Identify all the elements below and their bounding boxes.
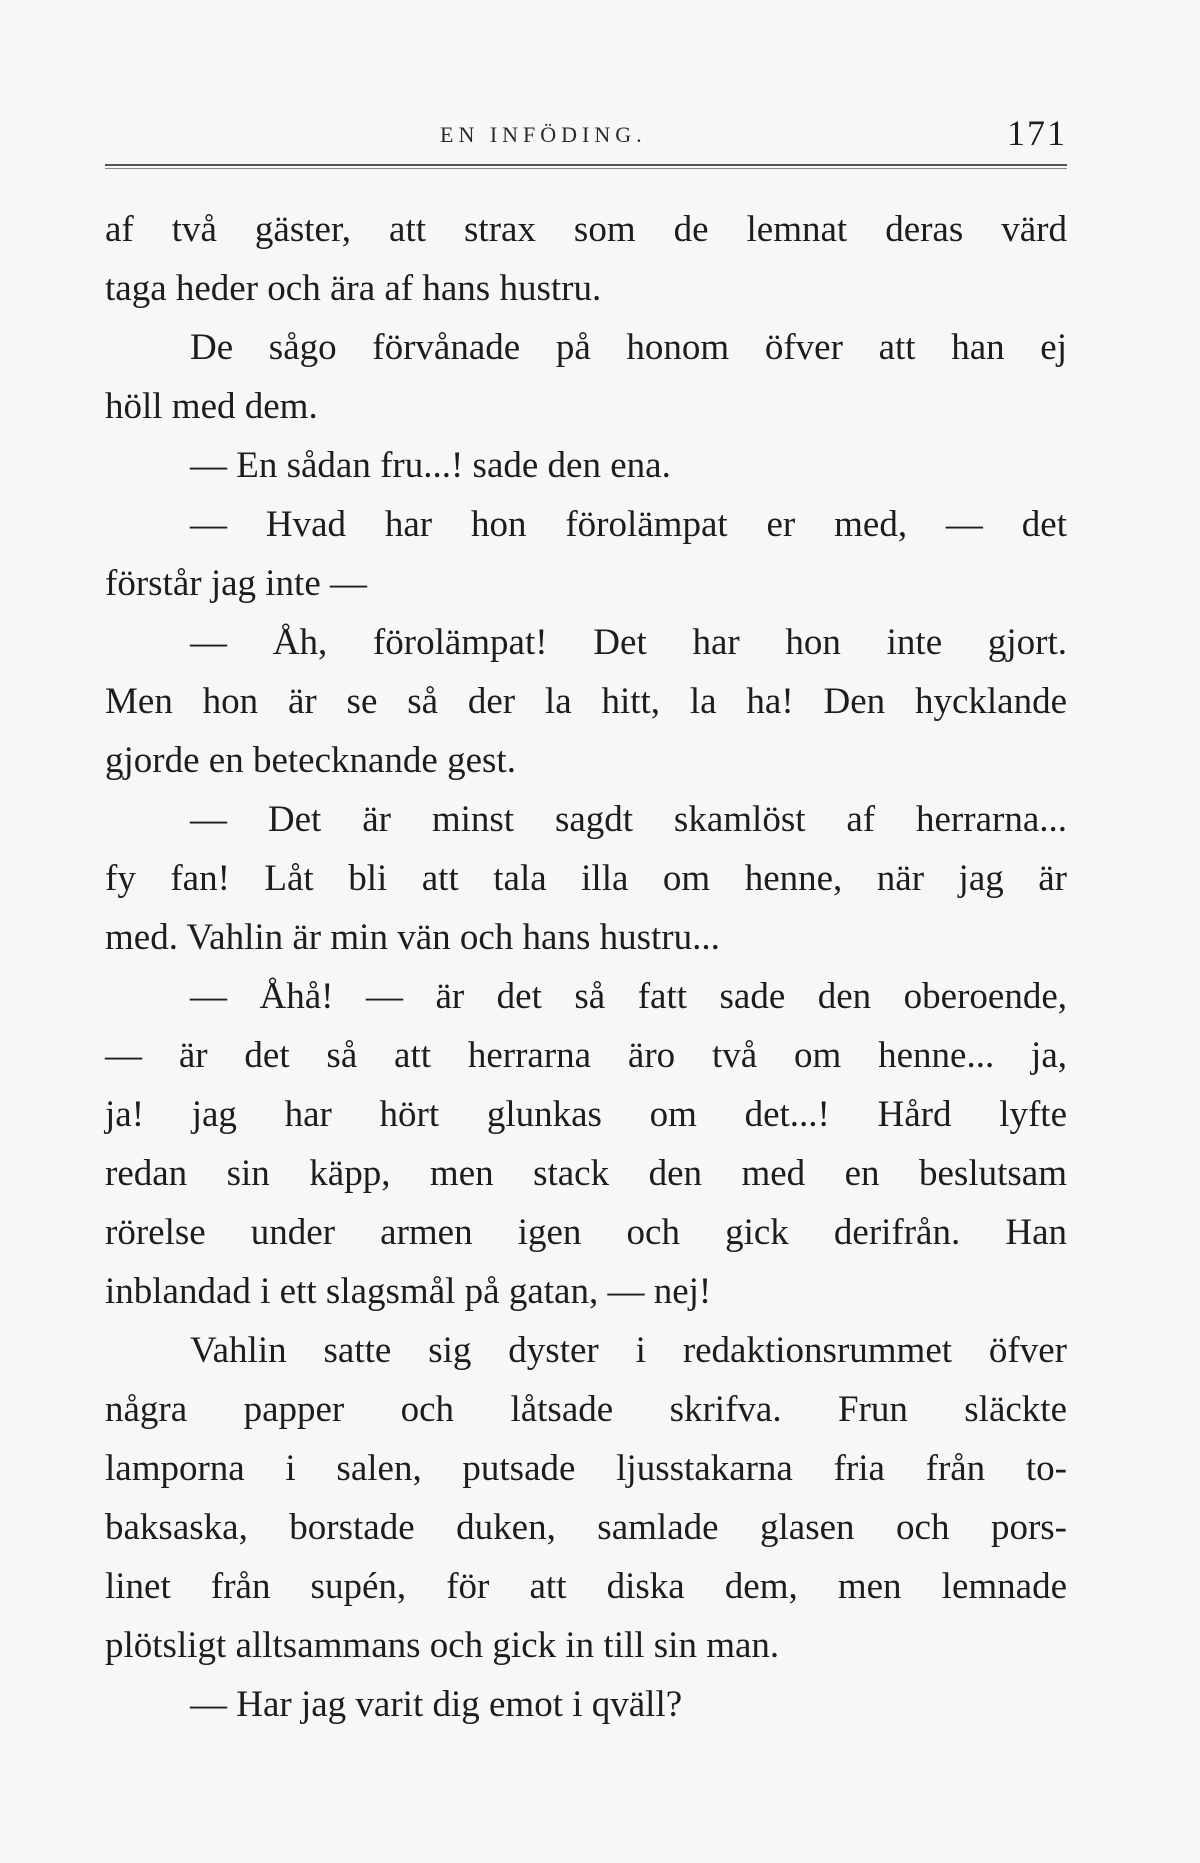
text-line: fy fan! Låt bli att tala illa om henne, när jag är: [105, 858, 1067, 899]
text-line: gjorde en betecknande gest.: [105, 740, 516, 781]
page-header: [105, 112, 1067, 162]
text-line: — En sådan fru...! sade den ena.: [190, 445, 671, 486]
text-line: Vahlin satte sig dyster i redaktionsrummet öfver: [190, 1330, 1067, 1371]
text-line: inblandad i ett slagsmål på gatan, — nej!: [105, 1271, 712, 1312]
body-text: [105, 200, 1067, 1734]
text-line: förstår jag inte —: [105, 563, 367, 604]
text-line: några papper och låtsade skrifva. Frun släckte: [105, 1389, 1067, 1430]
text-line: rörelse under armen igen och gick derifrån. Han: [105, 1212, 1067, 1253]
text-line: De sågo förvånade på honom öfver att han ej: [190, 327, 1067, 368]
running-title: EN INFÖDING.: [440, 122, 647, 147]
text-line: — Det är minst sagdt skamlöst af herrarna...: [190, 799, 1067, 840]
page-number: 171: [1007, 113, 1067, 153]
text-line: — är det så att herrarna äro två om henne... ja,: [105, 1035, 1067, 1076]
header-rule: [105, 164, 1067, 169]
text-line: taga heder och ära af hans hustru.: [105, 268, 602, 309]
text-line: höll med dem.: [105, 386, 318, 427]
text-line: redan sin käpp, men stack den med en beslutsam: [105, 1153, 1067, 1194]
text-line: — Hvad har hon förolämpat er med, — det: [190, 504, 1067, 545]
text-line: linet från supén, för att diska dem, men lemnade: [105, 1566, 1067, 1607]
text-line: plötsligt alltsammans och gick in till sin man.: [105, 1625, 780, 1666]
text-line: af två gäster, att strax som de lemnat deras värd: [105, 209, 1067, 250]
text-line: — Åh, förolämpat! Det har hon inte gjort.: [190, 622, 1067, 663]
text-line: — Har jag varit dig emot i qväll?: [190, 1684, 683, 1725]
text-line: ja! jag har hört glunkas om det...! Hård lyfte: [105, 1094, 1067, 1135]
text-line: Men hon är se så der la hitt, la ha! Den hycklande: [105, 681, 1067, 722]
text-line: med. Vahlin är min vän och hans hustru...: [105, 917, 720, 958]
text-line: lamporna i salen, putsade ljusstakarna fria från to-: [105, 1448, 1067, 1489]
text-line: baksaska, borstade duken, samlade glasen och pors-: [105, 1507, 1067, 1548]
text-line: — Åhå! — är det så fatt sade den oberoende,: [190, 976, 1067, 1017]
